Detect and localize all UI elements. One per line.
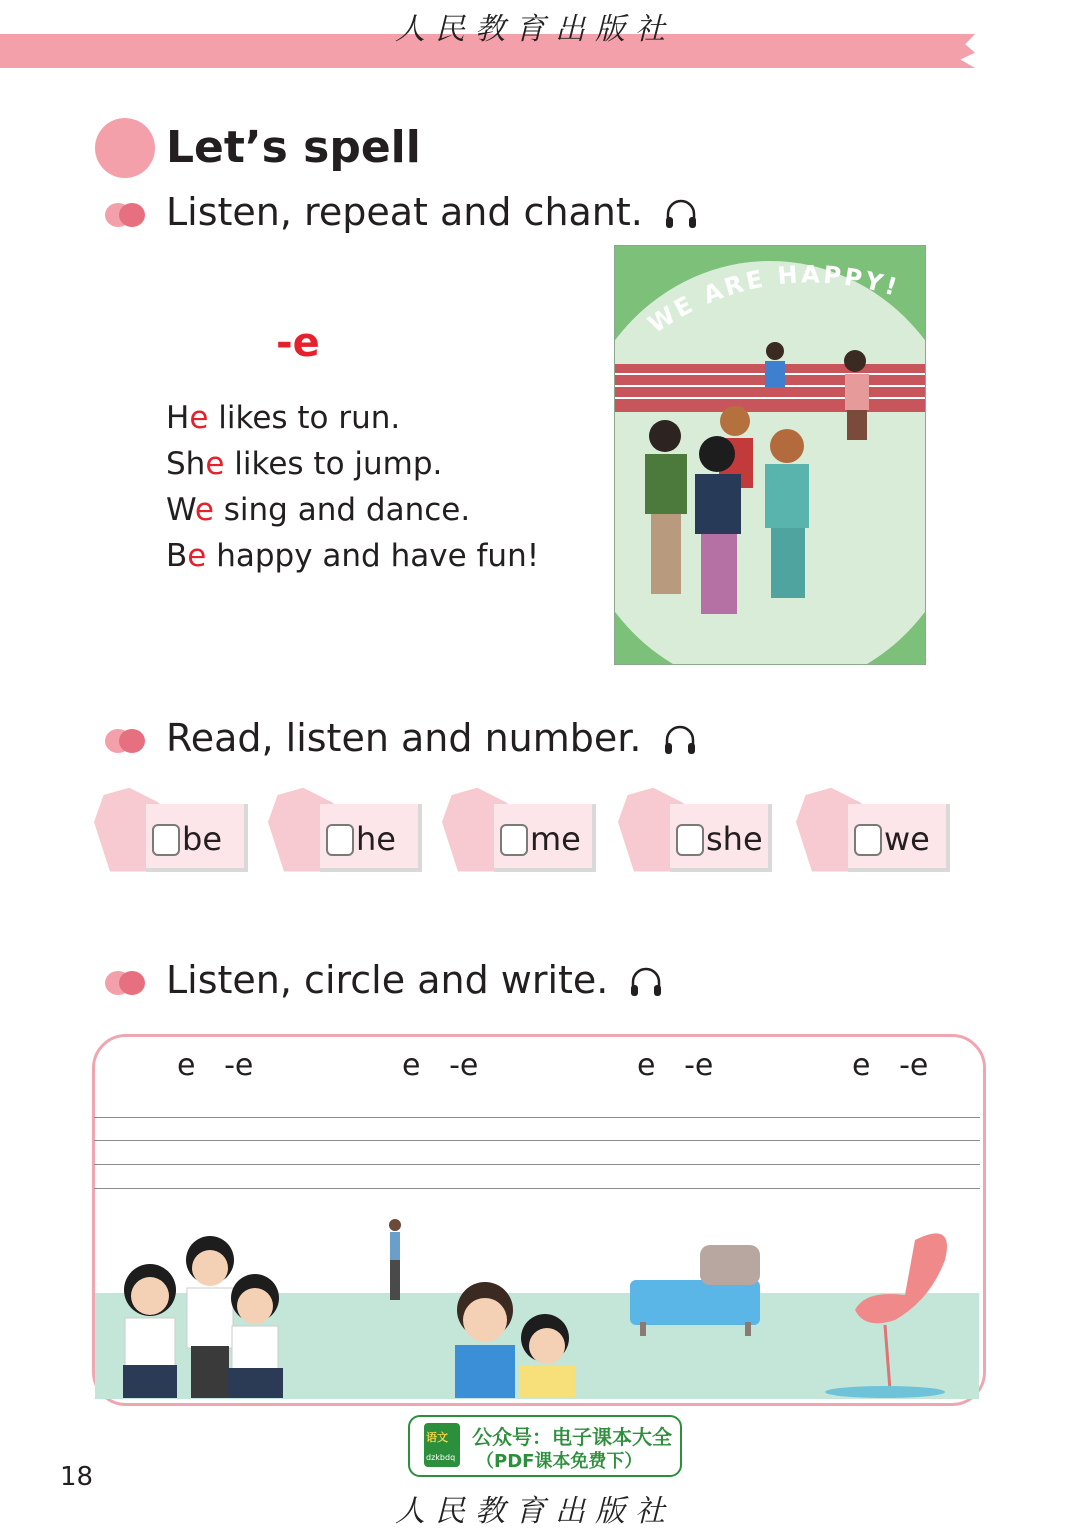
option-dash-e[interactable]: -e bbox=[224, 1048, 254, 1083]
watermark-badge bbox=[408, 1415, 682, 1477]
section-title: Let’s spell bbox=[166, 122, 421, 173]
instruction-text: Listen, circle and write. bbox=[166, 958, 609, 1002]
word-card-we bbox=[796, 786, 956, 876]
number-box[interactable] bbox=[854, 824, 882, 856]
activity-bullet bbox=[105, 203, 145, 227]
number-box[interactable] bbox=[676, 824, 704, 856]
word-card-she bbox=[618, 786, 778, 876]
circle-option-group-3 bbox=[637, 1048, 713, 1083]
activity-bullet bbox=[105, 971, 145, 995]
publisher-logo-top: 人民教育出版社 bbox=[395, 12, 675, 47]
instruction-text: Listen, repeat and chant. bbox=[166, 190, 643, 234]
card-word: we bbox=[884, 820, 930, 858]
headphones-icon[interactable] bbox=[663, 197, 699, 233]
writing-line bbox=[94, 1188, 980, 1189]
badge-line-1: 公众号：电子课本大全 bbox=[472, 1425, 672, 1449]
option-dash-e[interactable]: -e bbox=[449, 1048, 479, 1083]
word-card-he bbox=[268, 786, 428, 876]
write-box-illustrations bbox=[95, 1200, 979, 1398]
number-box[interactable] bbox=[500, 824, 528, 856]
flamingo-picture bbox=[825, 1233, 947, 1398]
option-e[interactable]: e bbox=[852, 1048, 871, 1083]
book-logo-icon: 语文 dzkbdq bbox=[424, 1423, 460, 1467]
chant-text bbox=[166, 395, 539, 579]
chant-illustration bbox=[614, 245, 926, 665]
singing-children-picture bbox=[123, 1236, 283, 1398]
writing-line bbox=[94, 1117, 980, 1118]
headphones-icon[interactable] bbox=[662, 723, 698, 759]
section-dot bbox=[95, 118, 155, 178]
writing-line bbox=[94, 1140, 980, 1141]
badge-line-2: （PDF课本免费下） bbox=[476, 1451, 643, 1472]
chant-line: Be happy and have fun! bbox=[166, 538, 540, 574]
chant-line: We sing and dance. bbox=[166, 492, 471, 528]
publisher-logo-bottom: 人民教育出版社 bbox=[395, 1494, 675, 1529]
card-word: be bbox=[182, 820, 222, 858]
option-e[interactable]: e bbox=[177, 1048, 196, 1083]
word-card-me bbox=[442, 786, 602, 876]
instruction-text: Read, listen and number. bbox=[166, 716, 642, 760]
sound-label: -e bbox=[276, 320, 320, 366]
option-e[interactable]: e bbox=[637, 1048, 656, 1083]
number-box[interactable] bbox=[152, 824, 180, 856]
chant-line: She likes to jump. bbox=[166, 446, 443, 482]
option-dash-e[interactable]: -e bbox=[684, 1048, 714, 1083]
pointing-man-picture bbox=[389, 1219, 401, 1300]
circle-option-group-4 bbox=[852, 1048, 928, 1083]
activity-2-instruction bbox=[166, 716, 698, 760]
card-word: he bbox=[356, 820, 396, 858]
activity-bullet bbox=[105, 729, 145, 753]
card-word: she bbox=[706, 820, 763, 858]
activity-3-instruction bbox=[166, 958, 664, 1002]
circle-option-group-1 bbox=[177, 1048, 253, 1083]
word-card-be bbox=[94, 786, 254, 876]
headphones-icon[interactable] bbox=[628, 965, 664, 1001]
page-number: 18 bbox=[60, 1462, 94, 1492]
option-e[interactable]: e bbox=[402, 1048, 421, 1083]
bed-picture bbox=[630, 1245, 760, 1336]
chant-line: He likes to run. bbox=[166, 400, 401, 436]
picture-banner: WE ARE HAPPY! bbox=[643, 260, 903, 339]
circle-option-group-2 bbox=[402, 1048, 478, 1083]
activity-1-instruction bbox=[166, 190, 699, 234]
card-word: me bbox=[530, 820, 581, 858]
boy-and-girl-picture bbox=[455, 1282, 575, 1398]
number-box[interactable] bbox=[326, 824, 354, 856]
writing-line[interactable] bbox=[94, 1164, 980, 1165]
option-dash-e[interactable]: -e bbox=[899, 1048, 929, 1083]
